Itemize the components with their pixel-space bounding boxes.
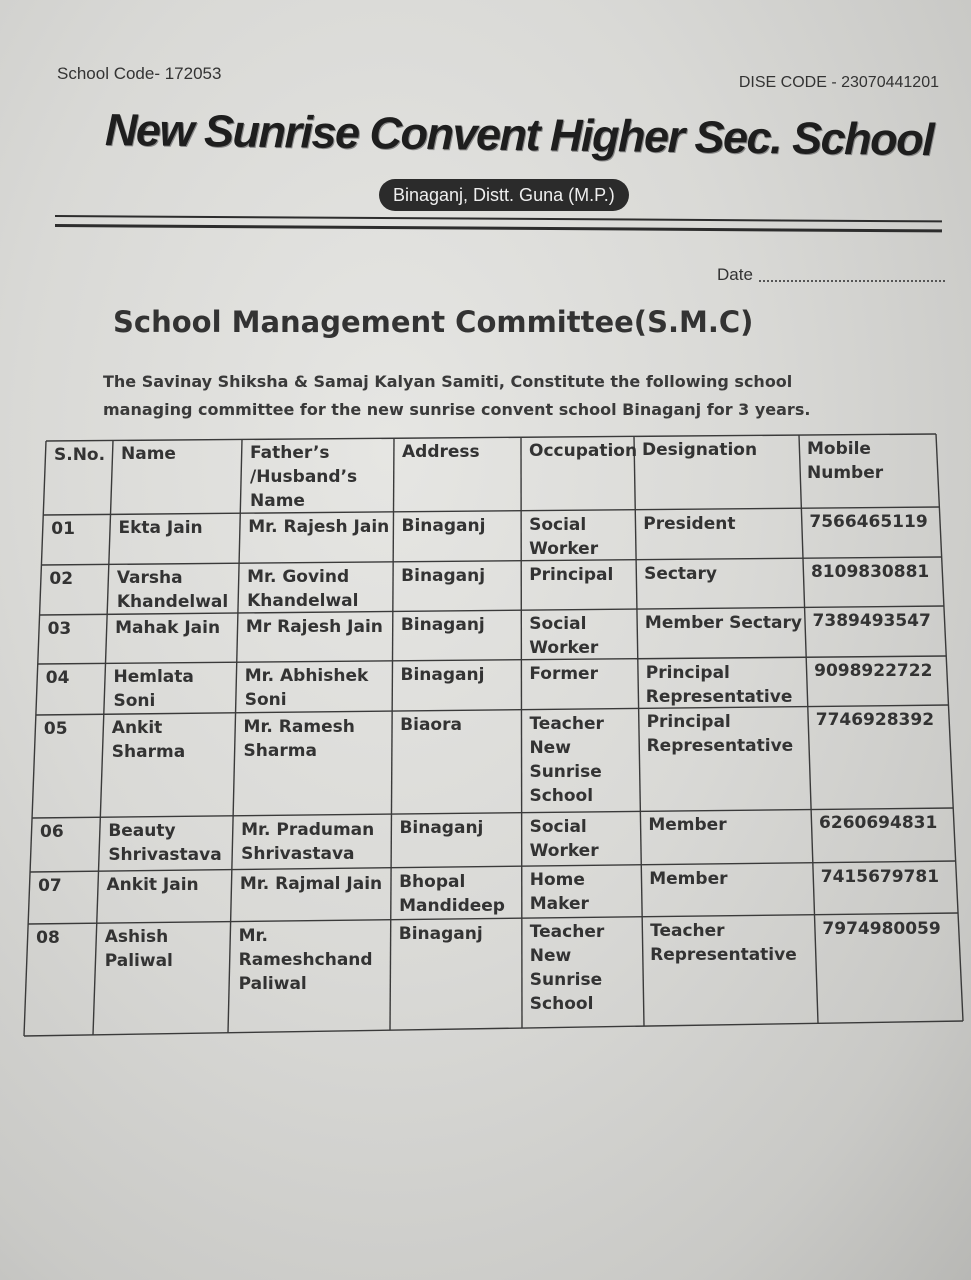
cell-designation: Principal Representative [646,712,794,757]
cell-sno: 07 [38,875,62,896]
cell-name: Ekta Jain [118,518,203,539]
cell-name: Beauty Shrivastava [108,821,222,866]
cell-designation: Teacher Representative [650,920,797,965]
column-header-name: Name [121,444,176,465]
column-header-sno: S.No. [54,444,106,465]
cell-sno: 04 [45,667,70,688]
table-column-line [521,437,522,1028]
date-label: Date [717,265,753,284]
cell-mobile-number: 7389493547 [812,611,931,632]
cell-sno: 06 [40,821,64,842]
cell-sno: 01 [51,518,75,539]
cell-occupation: Social Worker [529,614,599,659]
cell-occupation: Teacher New Sunrise School [529,713,604,806]
cell-mobile-number: 9098922722 [814,661,933,682]
cell-father-husband-name: Mr. Ramesh Sharma [243,716,355,761]
cell-address: Binaganj [400,664,485,685]
column-header-father-husband-name: Father’s /Husband’s Name [250,443,358,512]
cell-address: Binaganj [401,565,486,586]
intro-paragraph: The Savinay Shiksha & Samaj Kalyan Samiti, Constitute the following school managing committee for the new sunrise convent school Binaganj for 3 years. [103,372,811,419]
cell-mobile-number: 8109830881 [810,562,930,583]
cell-address: Biaora [400,715,462,735]
cell-father-husband-name: Mr. Govind Khandelwal [247,567,359,612]
column-header-address: Address [402,442,480,463]
school-location: Binaganj, Distt. Guna (M.P.) [379,179,629,211]
school-code: School Code- 172053 [57,64,222,83]
cell-designation: Member [648,815,727,836]
cell-occupation: Former [529,663,598,684]
school-name: New Sunrise Convent Higher Sec. School [104,104,934,166]
cell-name: Hemlata Soni [113,667,194,712]
cell-designation: Sectary [644,563,717,584]
page-title: School Management Committee(S.M.C) [113,305,754,339]
cell-mobile-number: 7415679781 [820,866,940,887]
cell-name: Ankit Sharma [111,718,186,763]
column-header-occupation: Occupation [529,441,638,462]
cell-father-husband-name: Mr. Rajesh Jain [248,517,390,538]
cell-occupation: Social Worker [529,514,599,559]
cell-name: Ankit Jain [106,875,199,896]
cell-father-husband-name: Mr. Praduman Shrivastava [241,819,375,864]
cell-occupation: Home Maker [529,870,589,915]
cell-designation: President [643,513,736,534]
cell-occupation: Social Worker [529,816,599,861]
cell-mobile-number: 7566465119 [809,512,928,533]
cell-name: Varsha Khandelwal [116,568,229,613]
cell-address: Binaganj [399,818,484,838]
dise-code: DISE CODE - 23070441201 [738,74,939,91]
cell-name: Mahak Jain [115,618,221,639]
cell-address: Binaganj [398,923,483,944]
cell-father-husband-name: Mr. Rameshchand Paliwal [238,925,373,994]
cell-designation: Member Sectary [644,612,802,633]
table-row-line [24,1021,963,1036]
cell-sno: 05 [43,718,68,739]
column-header-designation: Designation [642,440,758,461]
cell-address: Binaganj [401,515,486,536]
cell-sno: 03 [47,618,72,639]
cell-father-husband-name: Mr. Rajmal Jain [239,873,383,894]
column-header-mobile-number: Mobile Number [807,439,884,483]
cell-father-husband-name: Mr. Abhishek Soni [244,666,369,711]
cell-mobile-number: 7974980059 [822,918,941,939]
cell-address: Bhopal Mandideep [399,871,505,916]
cell-address: Binaganj [400,615,485,636]
cell-sno: 08 [36,927,60,948]
cell-designation: Member [649,868,728,889]
cell-name: Ashish Paliwal [104,927,173,972]
cell-occupation: Teacher New Sunrise School [529,922,605,1015]
cell-occupation: Principal [529,564,614,585]
cell-mobile-number: 6260694831 [819,813,938,834]
cell-mobile-number: 7746928392 [815,710,935,731]
cell-sno: 02 [49,568,74,589]
cell-father-husband-name: Mr Rajesh Jain [245,616,383,637]
cell-designation: Principal Representative [645,662,793,707]
